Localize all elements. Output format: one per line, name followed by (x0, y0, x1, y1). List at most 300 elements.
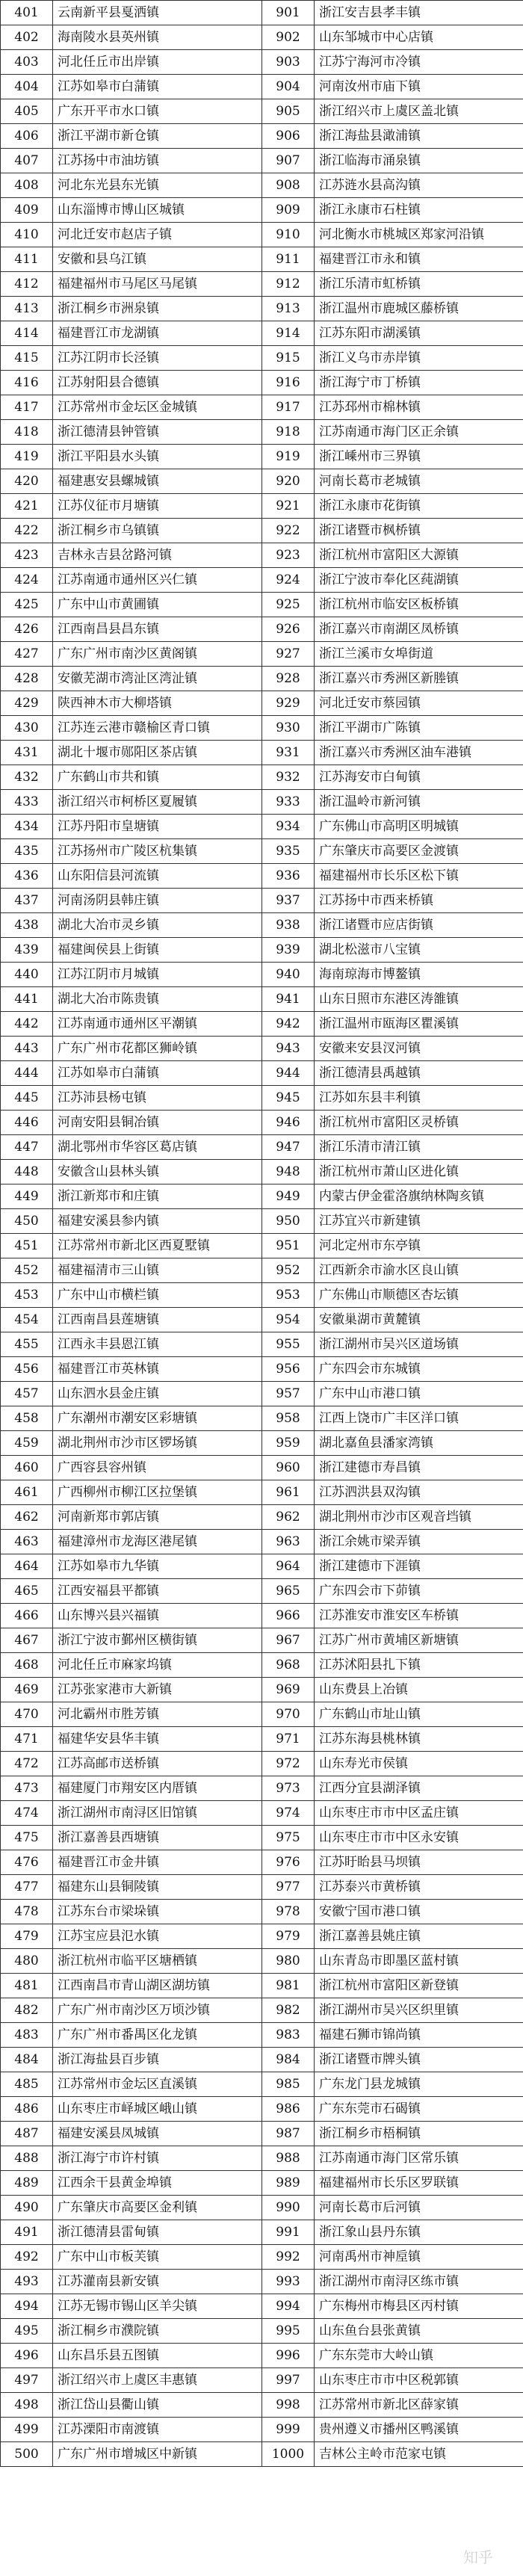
left-rank: 471 (1, 1727, 53, 1752)
right-rank: 993 (262, 2270, 315, 2294)
right-rank: 982 (262, 1998, 315, 2023)
right-town: 浙江宁波市奉化区莼湖镇 (315, 568, 523, 593)
right-town: 江西分宜县湖泽镇 (315, 1776, 523, 1801)
left-rank: 452 (1, 1258, 53, 1283)
left-town: 广东广州市增城区中新镇 (53, 2442, 262, 2467)
table-row (1, 913, 523, 938)
right-town: 山东日照市东港区涛雒镇 (315, 987, 523, 1012)
right-town: 浙江桐乡市梧桐镇 (315, 2122, 523, 2146)
right-rank: 932 (262, 765, 315, 790)
left-rank: 424 (1, 568, 53, 593)
right-town: 湖北荆州市沙市区观音垱镇 (315, 1505, 523, 1530)
right-rank: 934 (262, 815, 315, 839)
left-town: 江苏如皋市白蒲镇 (53, 1061, 262, 1086)
table-row (1, 1283, 523, 1308)
right-town: 浙江温岭市新河镇 (315, 790, 523, 815)
right-rank: 975 (262, 1826, 315, 1850)
left-rank: 490 (1, 2196, 53, 2220)
left-rank: 425 (1, 593, 53, 617)
left-rank: 423 (1, 543, 53, 568)
left-rank: 484 (1, 2048, 53, 2072)
right-rank: 956 (262, 1357, 315, 1382)
right-town: 江西上饶市广丰区洋口镇 (315, 1406, 523, 1431)
left-town: 江西南昌市青山湖区湖坊镇 (53, 1974, 262, 1998)
table-row (1, 790, 523, 815)
right-town: 浙江余姚市梁弄镇 (315, 1530, 523, 1554)
table-row (1, 1135, 523, 1160)
left-town: 江苏无锡市锡山区羊尖镇 (53, 2294, 262, 2319)
left-rank: 434 (1, 815, 53, 839)
table-row (1, 321, 523, 346)
left-rank: 480 (1, 1949, 53, 1974)
right-rank: 981 (262, 1974, 315, 1998)
left-rank: 465 (1, 1579, 53, 1604)
left-rank: 467 (1, 1628, 53, 1653)
right-town: 浙江杭州市富阳区大源镇 (315, 543, 523, 568)
left-rank: 432 (1, 765, 53, 790)
left-town: 江苏如皋市九华镇 (53, 1554, 262, 1579)
right-rank: 949 (262, 1184, 315, 1209)
left-town: 湖北鄂州市华容区葛店镇 (53, 1135, 262, 1160)
right-town: 江苏邳州市棉林镇 (315, 395, 523, 420)
right-rank: 977 (262, 1875, 315, 1900)
table-row (1, 469, 523, 494)
right-rank: 930 (262, 716, 315, 741)
left-rank: 473 (1, 1776, 53, 1801)
right-rank: 919 (262, 445, 315, 469)
right-town: 浙江平湖市广陈镇 (315, 716, 523, 741)
left-town: 广东广州市花都区狮岭镇 (53, 1037, 262, 1061)
right-town: 江苏如东县丰利镇 (315, 1086, 523, 1111)
left-rank: 442 (1, 1012, 53, 1037)
table-row (1, 1801, 523, 1826)
left-rank: 457 (1, 1382, 53, 1406)
left-town: 浙江宁波市鄞州区横街镇 (53, 1628, 262, 1653)
left-town: 江苏扬中市油坊镇 (53, 149, 262, 173)
left-town: 安徽芜湖市湾沚区湾沚镇 (53, 667, 262, 691)
right-town: 广东肇庆市高要区金渡镇 (315, 839, 523, 864)
watermark: 知乎 (463, 2548, 493, 2566)
right-rank: 913 (262, 297, 315, 321)
left-town: 广东中山市横栏镇 (53, 1283, 262, 1308)
right-town: 浙江临海市涌泉镇 (315, 149, 523, 173)
right-town: 浙江诸暨市枫桥镇 (315, 519, 523, 543)
left-town: 江苏溧阳市南渡镇 (53, 2418, 262, 2442)
table-row (1, 1530, 523, 1554)
table-row (1, 1924, 523, 1949)
left-rank: 464 (1, 1554, 53, 1579)
left-rank: 416 (1, 371, 53, 395)
ranking-table-body (1, 1, 523, 2467)
right-town: 浙江温州市鹿城区藤桥镇 (315, 297, 523, 321)
table-row (1, 839, 523, 864)
left-town: 江苏张家港市大新镇 (53, 1678, 262, 1702)
right-town: 浙江嵊州市三界镇 (315, 445, 523, 469)
table-row (1, 1111, 523, 1135)
table-row (1, 2196, 523, 2220)
right-rank: 945 (262, 1086, 315, 1111)
left-town: 浙江绍兴市柯桥区夏履镇 (53, 790, 262, 815)
left-town: 福建晋江市英林镇 (53, 1357, 262, 1382)
left-town: 江苏常州市金坛区金城镇 (53, 395, 262, 420)
right-rank: 986 (262, 2097, 315, 2122)
right-town: 山东枣庄市市中区税郭镇 (315, 2368, 523, 2393)
left-rank: 444 (1, 1061, 53, 1086)
right-rank: 937 (262, 889, 315, 913)
right-town: 浙江安吉县孝丰镇 (315, 1, 523, 25)
left-rank: 446 (1, 1111, 53, 1135)
right-town: 江苏泰兴市黄桥镇 (315, 1875, 523, 1900)
left-rank: 475 (1, 1826, 53, 1850)
left-town: 安徽和县乌江镇 (53, 247, 262, 272)
left-town: 山东博兴县兴福镇 (53, 1604, 262, 1628)
right-rank: 968 (262, 1653, 315, 1678)
right-rank: 950 (262, 1209, 315, 1234)
right-town: 浙江嘉善县姚庄镇 (315, 1924, 523, 1949)
left-rank: 481 (1, 1974, 53, 1998)
right-rank: 947 (262, 1135, 315, 1160)
left-town: 广东广州市南沙区黄阁镇 (53, 642, 262, 667)
right-town: 江苏宁海河市冷镇 (315, 50, 523, 75)
left-rank: 494 (1, 2294, 53, 2319)
right-town: 江苏南通市海门区正余镇 (315, 420, 523, 445)
right-town: 浙江杭州市临安区板桥镇 (315, 593, 523, 617)
left-rank: 451 (1, 1234, 53, 1258)
table-row (1, 543, 523, 568)
right-rank: 971 (262, 1727, 315, 1752)
table-row (1, 1061, 523, 1086)
table-row (1, 1480, 523, 1505)
left-rank: 414 (1, 321, 53, 346)
table-row (1, 1628, 523, 1653)
table-row (1, 642, 523, 667)
right-rank: 967 (262, 1628, 315, 1653)
left-rank: 438 (1, 913, 53, 938)
left-rank: 487 (1, 2122, 53, 2146)
right-rank: 954 (262, 1308, 315, 1332)
left-rank: 466 (1, 1604, 53, 1628)
right-rank: 931 (262, 741, 315, 765)
table-row (1, 2220, 523, 2245)
right-rank: 915 (262, 346, 315, 371)
right-rank: 958 (262, 1406, 315, 1431)
left-town: 江西南昌县昌东镇 (53, 617, 262, 642)
table-row (1, 272, 523, 297)
right-rank: 927 (262, 642, 315, 667)
right-rank: 916 (262, 371, 315, 395)
right-rank: 948 (262, 1160, 315, 1184)
table-row (1, 1826, 523, 1850)
right-town: 山东枣庄市市中区孟庄镇 (315, 1801, 523, 1826)
left-town: 河南安阳县铜冶镇 (53, 1111, 262, 1135)
left-rank: 498 (1, 2393, 53, 2418)
right-town: 江苏东海县桃林镇 (315, 1727, 523, 1752)
table-row (1, 1776, 523, 1801)
left-rank: 402 (1, 25, 53, 50)
right-rank: 980 (262, 1949, 315, 1974)
table-row (1, 765, 523, 790)
right-town: 安徽巢湖市黄麓镇 (315, 1308, 523, 1332)
left-rank: 430 (1, 716, 53, 741)
left-rank: 435 (1, 839, 53, 864)
right-rank: 912 (262, 272, 315, 297)
table-row (1, 247, 523, 272)
left-rank: 455 (1, 1332, 53, 1357)
left-rank: 437 (1, 889, 53, 913)
left-rank: 403 (1, 50, 53, 75)
right-rank: 902 (262, 25, 315, 50)
table-row (1, 889, 523, 913)
left-town: 浙江岱山县衢山镇 (53, 2393, 262, 2418)
right-town: 山东青岛市即墨区蓝村镇 (315, 1949, 523, 1974)
table-row (1, 2418, 523, 2442)
right-town: 贵州遵义市播州区鸭溪镇 (315, 2418, 523, 2442)
right-rank: 944 (262, 1061, 315, 1086)
right-rank: 969 (262, 1678, 315, 1702)
right-rank: 955 (262, 1332, 315, 1357)
left-rank: 448 (1, 1160, 53, 1184)
left-rank: 427 (1, 642, 53, 667)
left-rank: 410 (1, 223, 53, 247)
table-row (1, 173, 523, 198)
right-rank: 973 (262, 1776, 315, 1801)
left-rank: 488 (1, 2146, 53, 2171)
left-town: 浙江桐乡市濮院镇 (53, 2319, 262, 2344)
left-town: 湖北大冶市陈贵镇 (53, 987, 262, 1012)
right-town: 浙江诸暨市应店街镇 (315, 913, 523, 938)
right-town: 福建晋江市永和镇 (315, 247, 523, 272)
left-rank: 431 (1, 741, 53, 765)
right-rank: 906 (262, 124, 315, 149)
table-row (1, 99, 523, 124)
table-row (1, 25, 523, 50)
left-town: 广东广州市南沙区万顷沙镇 (53, 1998, 262, 2023)
right-rank: 962 (262, 1505, 315, 1530)
right-rank: 935 (262, 839, 315, 864)
left-town: 福建惠安县螺城镇 (53, 469, 262, 494)
table-row (1, 2048, 523, 2072)
left-town: 江苏高邮市送桥镇 (53, 1752, 262, 1776)
right-rank: 925 (262, 593, 315, 617)
right-town: 江苏涟水县高沟镇 (315, 173, 523, 198)
left-rank: 489 (1, 2171, 53, 2196)
right-town: 广东四会市下茆镇 (315, 1579, 523, 1604)
right-town: 江苏广州市黄埔区新塘镇 (315, 1628, 523, 1653)
table-row (1, 1505, 523, 1530)
left-town: 浙江桐乡市洲泉镇 (53, 297, 262, 321)
left-town: 江苏常州市新北区西夏墅镇 (53, 1234, 262, 1258)
left-rank: 441 (1, 987, 53, 1012)
left-town: 福建闽侯县上街镇 (53, 938, 262, 963)
right-town: 江西新余市渝水区良山镇 (315, 1258, 523, 1283)
left-town: 江西余干县黄金埠镇 (53, 2171, 262, 2196)
left-town: 河北霸州市胜芳镇 (53, 1702, 262, 1727)
right-rank: 940 (262, 963, 315, 987)
table-row (1, 1160, 523, 1184)
table-row (1, 1653, 523, 1678)
left-rank: 476 (1, 1850, 53, 1875)
table-row (1, 1382, 523, 1406)
right-town: 江苏盱眙县马坝镇 (315, 1850, 523, 1875)
right-rank: 933 (262, 790, 315, 815)
left-town: 河南汤阴县韩庄镇 (53, 889, 262, 913)
right-rank: 905 (262, 99, 315, 124)
left-town: 广东肇庆市高要区金利镇 (53, 2196, 262, 2220)
table-row (1, 1406, 523, 1431)
right-town: 浙江嘉兴市秀洲区新塍镇 (315, 667, 523, 691)
right-rank: 978 (262, 1900, 315, 1924)
left-rank: 477 (1, 1875, 53, 1900)
left-rank: 420 (1, 469, 53, 494)
right-rank: 910 (262, 223, 315, 247)
table-row (1, 568, 523, 593)
right-town: 广东佛山市顺德区杏坛镇 (315, 1283, 523, 1308)
left-town: 河北迁安市赵店子镇 (53, 223, 262, 247)
left-town: 福建晋江市龙湖镇 (53, 321, 262, 346)
left-town: 广东潮州市潮安区彩塘镇 (53, 1406, 262, 1431)
left-rank: 426 (1, 617, 53, 642)
left-town: 安徽含山县林头镇 (53, 1160, 262, 1184)
left-rank: 458 (1, 1406, 53, 1431)
right-town: 浙江义乌市赤岸镇 (315, 346, 523, 371)
right-rank: 972 (262, 1752, 315, 1776)
left-rank: 411 (1, 247, 53, 272)
left-rank: 493 (1, 2270, 53, 2294)
table-row (1, 2097, 523, 2122)
right-town: 河南禹州市神垕镇 (315, 2245, 523, 2270)
table-row (1, 2393, 523, 2418)
right-town: 浙江德清县禹越镇 (315, 1061, 523, 1086)
right-rank: 959 (262, 1431, 315, 1456)
right-town: 广东梅州市梅县区丙村镇 (315, 2294, 523, 2319)
left-town: 广东中山市黄圃镇 (53, 593, 262, 617)
table-row (1, 2146, 523, 2171)
left-town: 浙江湖州市南浔区旧馆镇 (53, 1801, 262, 1826)
table-row (1, 2171, 523, 2196)
left-town: 吉林永吉县岔路河镇 (53, 543, 262, 568)
right-rank: 999 (262, 2418, 315, 2442)
table-row (1, 198, 523, 223)
left-rank: 418 (1, 420, 53, 445)
right-town: 浙江绍兴市上虞区盖北镇 (315, 99, 523, 124)
left-rank: 486 (1, 2097, 53, 2122)
left-town: 江苏江阴市月城镇 (53, 963, 262, 987)
table-row (1, 297, 523, 321)
left-rank: 445 (1, 1086, 53, 1111)
left-town: 山东枣庄市峄城区峨山镇 (53, 2097, 262, 2122)
left-rank: 405 (1, 99, 53, 124)
right-rank: 917 (262, 395, 315, 420)
right-rank: 909 (262, 198, 315, 223)
right-rank: 989 (262, 2171, 315, 2196)
right-town: 浙江建德市下涯镇 (315, 1554, 523, 1579)
left-town: 福建华安县华丰镇 (53, 1727, 262, 1752)
right-town: 浙江永康市花街镇 (315, 494, 523, 519)
right-rank: 976 (262, 1850, 315, 1875)
right-rank: 939 (262, 938, 315, 963)
right-town: 湖北松滋市八宝镇 (315, 938, 523, 963)
left-town: 海南陵水县英州镇 (53, 25, 262, 50)
left-rank: 485 (1, 2072, 53, 2097)
left-town: 浙江海盐县百步镇 (53, 2048, 262, 2072)
right-town: 福建福州市长乐区松下镇 (315, 864, 523, 889)
table-row (1, 2319, 523, 2344)
right-rank: 979 (262, 1924, 315, 1949)
left-rank: 415 (1, 346, 53, 371)
right-town: 广东佛山市高明区明城镇 (315, 815, 523, 839)
right-town: 河北迁安市蔡园镇 (315, 691, 523, 716)
table-row (1, 149, 523, 173)
left-town: 河北任丘市麻家坞镇 (53, 1653, 262, 1678)
right-town: 广东龙门县龙城镇 (315, 2072, 523, 2097)
right-rank: 988 (262, 2146, 315, 2171)
left-rank: 417 (1, 395, 53, 420)
left-rank: 495 (1, 2319, 53, 2344)
table-row (1, 1037, 523, 1061)
left-rank: 413 (1, 297, 53, 321)
left-town: 江苏连云港市赣榆区青口镇 (53, 716, 262, 741)
right-rank: 907 (262, 149, 315, 173)
table-row (1, 963, 523, 987)
left-town: 江苏扬州市广陵区杭集镇 (53, 839, 262, 864)
right-rank: 904 (262, 75, 315, 99)
left-rank: 409 (1, 198, 53, 223)
table-row (1, 1456, 523, 1480)
table-row (1, 395, 523, 420)
right-rank: 946 (262, 1111, 315, 1135)
table-row (1, 75, 523, 99)
table-row (1, 1702, 523, 1727)
right-rank: 920 (262, 469, 315, 494)
right-rank: 961 (262, 1480, 315, 1505)
right-rank: 1000 (262, 2442, 315, 2467)
right-rank: 990 (262, 2196, 315, 2220)
left-rank: 496 (1, 2344, 53, 2368)
table-row (1, 1209, 523, 1234)
left-town: 江苏射阳县合德镇 (53, 371, 262, 395)
right-town: 浙江海宁市丁桥镇 (315, 371, 523, 395)
table-row (1, 617, 523, 642)
left-rank: 478 (1, 1900, 53, 1924)
right-town: 浙江象山县丹东镇 (315, 2220, 523, 2245)
left-rank: 404 (1, 75, 53, 99)
right-town: 海南琼海市博鳌镇 (315, 963, 523, 987)
left-town: 广东开平市水口镇 (53, 99, 262, 124)
left-town: 广西容县容州镇 (53, 1456, 262, 1480)
left-town: 福建福州市马尾区马尾镇 (53, 272, 262, 297)
right-rank: 928 (262, 667, 315, 691)
table-row (1, 1900, 523, 1924)
left-rank: 429 (1, 691, 53, 716)
right-town: 山东邹城市中心店镇 (315, 25, 523, 50)
table-row (1, 1308, 523, 1332)
left-town: 浙江绍兴市上虞区丰惠镇 (53, 2368, 262, 2393)
left-rank: 433 (1, 790, 53, 815)
left-rank: 497 (1, 2368, 53, 2393)
table-row (1, 864, 523, 889)
table-row (1, 1234, 523, 1258)
left-rank: 463 (1, 1530, 53, 1554)
left-town: 江苏灌南县新安镇 (53, 2270, 262, 2294)
left-town: 山东阳信县河流镇 (53, 864, 262, 889)
left-rank: 468 (1, 1653, 53, 1678)
right-rank: 998 (262, 2393, 315, 2418)
table-row (1, 2294, 523, 2319)
right-town: 安徽宁国市港口镇 (315, 1900, 523, 1924)
left-rank: 447 (1, 1135, 53, 1160)
left-rank: 499 (1, 2418, 53, 2442)
left-town: 浙江桐乡市乌镇镇 (53, 519, 262, 543)
